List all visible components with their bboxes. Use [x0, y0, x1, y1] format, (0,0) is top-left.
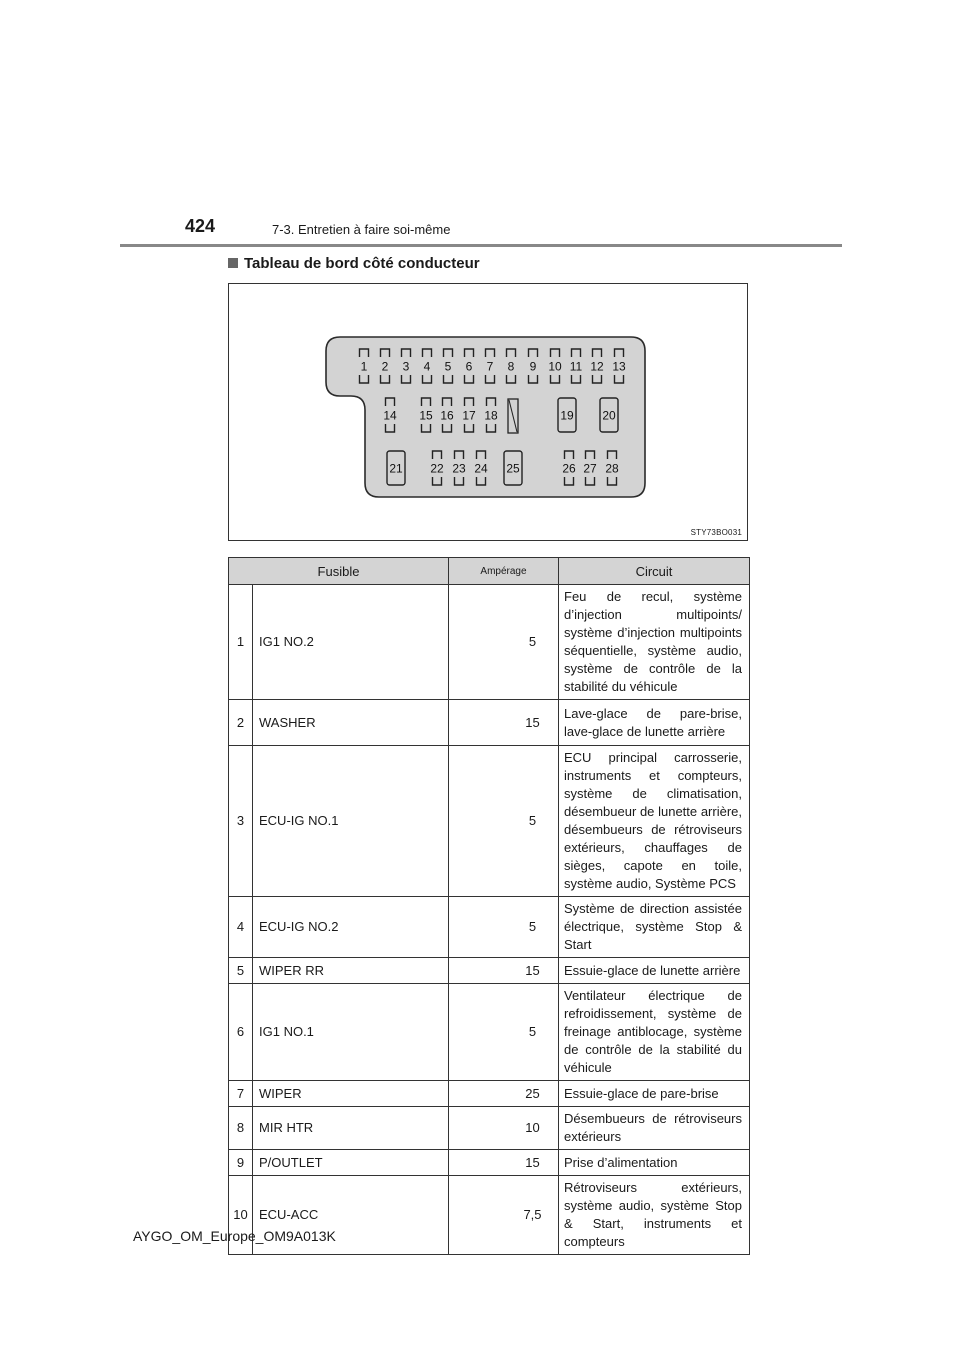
fuse-amperage: 15	[449, 1150, 559, 1176]
fuse-amperage: 25	[449, 1081, 559, 1107]
fuse-circuit: Essuie-glace de lunette arrière	[559, 958, 750, 984]
fuse-label: 8	[507, 359, 515, 374]
fuse-amperage: 7,5	[449, 1176, 559, 1255]
fuse-amperage: 15	[449, 700, 559, 746]
fuse-label: 9	[529, 359, 537, 374]
fuse-label: 14	[383, 408, 397, 423]
table-row	[229, 897, 750, 958]
fuse-label: 26	[562, 461, 576, 476]
fuse-label: 18	[484, 408, 498, 423]
fuse-label: 24	[474, 461, 488, 476]
fuse-name: IG1 NO.1	[253, 984, 449, 1081]
fuse-amperage: 5	[449, 984, 559, 1081]
fuse-number: 7	[229, 1081, 253, 1107]
table-row	[229, 700, 750, 746]
fuse-label: 27	[583, 461, 597, 476]
fuse-label: 7	[486, 359, 494, 374]
fuse-amperage: 5	[449, 897, 559, 958]
fuse-name: WASHER	[253, 700, 449, 746]
table-row	[229, 746, 750, 897]
fuse-label: 19	[560, 408, 574, 423]
fuse-name: MIR HTR	[253, 1107, 449, 1150]
fuse-label: 6	[465, 359, 473, 374]
table-header-row	[229, 558, 750, 585]
fuse-circuit: Lave-glace de pare-brise, lave-glace de lunette arrière	[559, 700, 750, 746]
fuse-label: 21	[389, 461, 403, 476]
fuse-amperage: 5	[449, 746, 559, 897]
fuse-circuit: Ventilateur électrique de refroidissement, système de freinage antiblocage, système de contrôle de la stabilité du véhicule	[559, 984, 750, 1081]
fuse-label: 15	[419, 408, 433, 423]
header-amperage: Ampérage	[449, 558, 559, 585]
fuse-circuit: Rétroviseurs extérieurs, système audio, système Stop & Start, instruments et compteurs	[559, 1176, 750, 1255]
fuse-name: P/OUTLET	[253, 1150, 449, 1176]
fuse-circuit: ECU principal carrosserie, instruments et compteurs, système de climatisation, désembueur de lunette arrière, désembueurs de rétroviseurs extérieurs, chauffages de sièges, capote en toile, système audio, Système PCS	[559, 746, 750, 897]
fuse-name: ECU-IG NO.2	[253, 897, 449, 958]
fuse-number: 2	[229, 700, 253, 746]
fuse-amperage: 5	[449, 585, 559, 700]
fuse-box-diagram	[229, 284, 747, 540]
fuse-label: 10	[548, 359, 562, 374]
fuse-table	[228, 557, 750, 1255]
table-row	[229, 984, 750, 1081]
fuse-circuit: Feu de recul, système d’injection multipoints/ système d’injection multipoints séquentielle, système audio, système de contrôle de la stabilité du véhicule	[559, 585, 750, 700]
fuse-slot-19	[558, 398, 576, 432]
fuse-number: 5	[229, 958, 253, 984]
fuse-name: IG1 NO.2	[253, 585, 449, 700]
fuse-circuit: Essuie-glace de pare-brise	[559, 1081, 750, 1107]
table-row	[229, 958, 750, 984]
fuse-label: 23	[452, 461, 466, 476]
fuse-name: ECU-IG NO.1	[253, 746, 449, 897]
fuse-name: WIPER	[253, 1081, 449, 1107]
fuse-label: 2	[381, 359, 389, 374]
table-row	[229, 1081, 750, 1107]
fuse-amperage: 15	[449, 958, 559, 984]
fuse-number: 4	[229, 897, 253, 958]
subtitle-text: Tableau de bord côté conducteur	[244, 255, 480, 272]
fuse-label: 17	[462, 408, 476, 423]
fuse-number: 3	[229, 746, 253, 897]
fuse-label: 1	[360, 359, 368, 374]
fuse-slot-21	[387, 451, 405, 485]
fuse-label: 16	[440, 408, 454, 423]
fuse-circuit: Désembueurs de rétroviseurs extérieurs	[559, 1107, 750, 1150]
fuse-slot-20	[600, 398, 618, 432]
fuse-label: 3	[402, 359, 410, 374]
fuse-label: 12	[590, 359, 604, 374]
fuse-label: 4	[423, 359, 431, 374]
header-rule	[120, 244, 842, 247]
fuse-circuit: Système de direction assistée électrique, système Stop & Start	[559, 897, 750, 958]
fuse-number: 1	[229, 585, 253, 700]
fuse-circuit: Prise d’alimentation	[559, 1150, 750, 1176]
page-footer: AYGO_OM_Europe_OM9A013K	[133, 1228, 336, 1244]
fuse-number: 9	[229, 1150, 253, 1176]
fuse-label: 25	[506, 461, 520, 476]
fuse-number: 6	[229, 984, 253, 1081]
fuse-label: 13	[612, 359, 626, 374]
fuse-label: 22	[430, 461, 444, 476]
fuse-name: ECU-ACC	[253, 1176, 449, 1255]
fuse-name: WIPER RR	[253, 958, 449, 984]
fuse-slot-25	[504, 451, 522, 485]
fuse-amperage: 10	[449, 1107, 559, 1150]
table-row	[229, 1107, 750, 1150]
header-circuit: Circuit	[559, 558, 750, 585]
fuse-number: 8	[229, 1107, 253, 1150]
table-row	[229, 585, 750, 700]
table-row	[229, 1150, 750, 1176]
fuse-label: 11	[569, 359, 583, 374]
fuse-box-figure	[228, 283, 748, 541]
figure-code: STY73BO031	[690, 528, 742, 537]
fuse-label: 5	[444, 359, 452, 374]
section-header: 7-3. Entretien à faire soi-même	[272, 222, 451, 237]
fuse-label: 28	[605, 461, 619, 476]
page-number: 424	[185, 216, 216, 236]
bullet-square-icon	[228, 258, 238, 268]
fuse-number: 10	[229, 1176, 253, 1255]
fuse-label: 20	[602, 408, 616, 423]
section-subtitle	[228, 255, 480, 272]
header-fusible: Fusible	[229, 558, 449, 585]
